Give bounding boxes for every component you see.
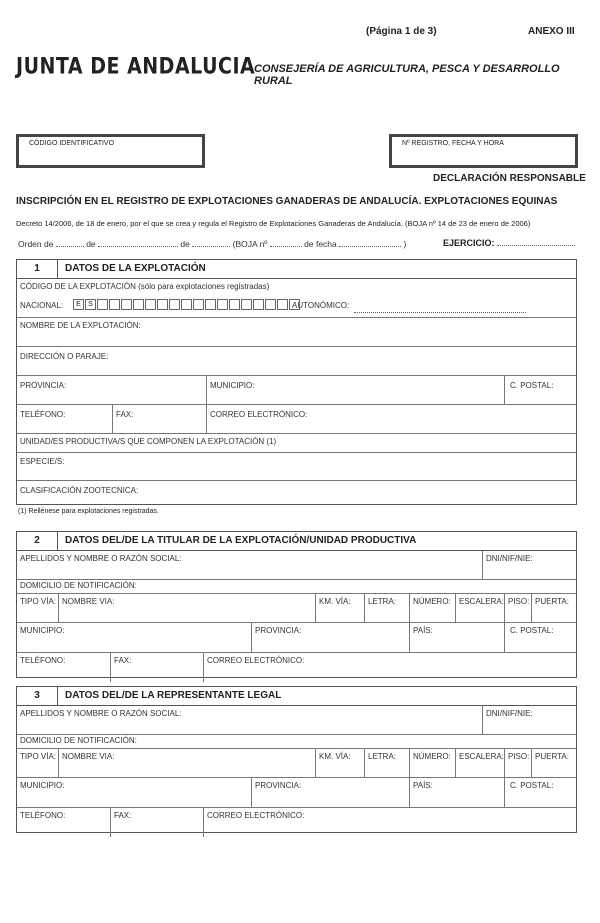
direccion-label: DIRECCIÓN O PARAJE: bbox=[20, 352, 109, 361]
cpostal-cell[interactable] bbox=[504, 376, 576, 404]
section-3-number: 3 bbox=[17, 687, 58, 705]
document-title: INSCRIPCIÓN EN EL REGISTRO DE EXPLOTACIONES GANADERAS DE ANDALUCÍA. EXPLOTACIONES EQUINAS bbox=[16, 196, 558, 207]
code-box-label: CÓDIGO IDENTIFICATIVO bbox=[29, 140, 115, 147]
code-digit[interactable] bbox=[169, 299, 180, 310]
code-digit[interactable] bbox=[277, 299, 288, 310]
letra-label: LETRA: bbox=[368, 752, 397, 761]
order-blank-5[interactable] bbox=[339, 237, 401, 247]
section-representante bbox=[16, 686, 577, 833]
especie-label: ESPECIE/S: bbox=[20, 457, 65, 466]
municipio-label[interactable]: MUNICIPIO: bbox=[20, 781, 65, 790]
municipio-row bbox=[17, 623, 576, 653]
telefono-row bbox=[17, 808, 576, 837]
code-digit[interactable] bbox=[109, 299, 120, 310]
order-close: ) bbox=[403, 239, 407, 249]
provincia-label: PROVINCIA: bbox=[255, 626, 302, 635]
section-1-header bbox=[17, 260, 576, 279]
code-digit[interactable] bbox=[121, 299, 132, 310]
direccion-row[interactable] bbox=[17, 347, 576, 376]
apellidos-row bbox=[17, 706, 576, 735]
telefono-label[interactable]: TELÉFONO: bbox=[20, 811, 66, 820]
telefono-row bbox=[17, 653, 576, 682]
fax-label: FAX: bbox=[114, 811, 132, 820]
junta-logo: JUNTA DE ANDALUCIA bbox=[16, 54, 256, 80]
ejercicio-field bbox=[443, 236, 575, 248]
apellidos-label[interactable]: APELLIDOS Y NOMBRE O RAZÓN SOCIAL: bbox=[20, 554, 182, 563]
cpostal-label: C. POSTAL: bbox=[510, 626, 554, 635]
section-2-header bbox=[17, 532, 576, 551]
correo-cell[interactable] bbox=[203, 808, 576, 837]
puerta-label: PUERTA: bbox=[535, 752, 569, 761]
provincia-label: PROVINCIA: bbox=[255, 781, 302, 790]
puerta-cell[interactable] bbox=[531, 594, 576, 622]
decree-text: Decreto 14/2006, de 18 de enero, por el que se crea y regula el Registro de Explotaciones Ganaderas de Andalucía. (BOJA nº 14 de 23 de enero de 2006) bbox=[16, 219, 531, 228]
letra-label: LETRA: bbox=[368, 597, 397, 606]
apellidos-row bbox=[17, 551, 576, 580]
nombre-row[interactable] bbox=[17, 318, 576, 347]
fax-label: FAX: bbox=[114, 656, 132, 665]
clasificacion-label: CLASIFICACIÓN ZOOTECNICA: bbox=[20, 486, 139, 495]
piso-label: PISO: bbox=[508, 597, 530, 606]
order-fecha: de fecha bbox=[304, 239, 337, 249]
code-digit[interactable] bbox=[265, 299, 276, 310]
section-2-title: DATOS DEL/DE LA TITULAR DE LA EXPLOTACIÓN/UNIDAD PRODUCTIVA bbox=[65, 535, 417, 546]
order-blank-2[interactable] bbox=[98, 237, 178, 247]
nombre-label: NOMBRE DE LA EXPLOTACIÓN: bbox=[20, 321, 141, 330]
annex-label: ANEXO III bbox=[528, 26, 575, 37]
via-row bbox=[17, 749, 576, 778]
cpostal-cell[interactable] bbox=[504, 778, 576, 807]
code-digit[interactable] bbox=[145, 299, 156, 310]
municipio-label[interactable]: MUNICIPIO: bbox=[20, 626, 65, 635]
telefono-row bbox=[17, 405, 576, 434]
page-number: (Página 1 de 3) bbox=[366, 26, 437, 37]
code-digit[interactable] bbox=[229, 299, 240, 310]
puerta-cell[interactable] bbox=[531, 749, 576, 777]
correo-cell[interactable] bbox=[203, 653, 576, 682]
cpostal-cell[interactable] bbox=[504, 623, 576, 652]
tipovia-label[interactable]: TIPO VÍA: bbox=[20, 752, 57, 761]
nacional-label: NACIONAL: bbox=[20, 301, 64, 310]
correo-cell[interactable] bbox=[206, 405, 576, 433]
code-digit[interactable] bbox=[253, 299, 264, 310]
code-row bbox=[17, 279, 576, 318]
code-digit[interactable] bbox=[157, 299, 168, 310]
via-row bbox=[17, 594, 576, 623]
order-label: Orden de bbox=[18, 239, 54, 249]
order-de-1: de bbox=[86, 239, 96, 249]
municipio-label: MUNICIPIO: bbox=[210, 381, 255, 390]
section-titular bbox=[16, 531, 577, 678]
municipio-row bbox=[17, 778, 576, 808]
nacional-code-boxes[interactable] bbox=[73, 296, 303, 310]
code-digit[interactable] bbox=[181, 299, 192, 310]
section-1-title: DATOS DE LA EXPLOTACIÓN bbox=[65, 263, 206, 274]
dni-cell[interactable] bbox=[482, 551, 576, 579]
dni-label: DNI/NIF/NIE: bbox=[486, 554, 533, 563]
code-digit[interactable] bbox=[193, 299, 204, 310]
ministry-name: CONSEJERÍA DE AGRICULTURA, PESCA Y DESARROLLO RURAL bbox=[254, 63, 560, 87]
telefono-label: TELÉFONO: bbox=[20, 410, 66, 419]
kmvia-label: KM. VÍA: bbox=[319, 597, 351, 606]
section-3-header bbox=[17, 687, 576, 706]
provincia-row bbox=[17, 376, 576, 405]
domicilio-label: DOMICILIO DE NOTIFICACIÓN: bbox=[20, 736, 137, 745]
dni-label: DNI/NIF/NIE: bbox=[486, 709, 533, 718]
escalera-label: ESCALERA: bbox=[459, 752, 504, 761]
order-de-2: de bbox=[180, 239, 190, 249]
nombrevia-label: NOMBRE VIA: bbox=[62, 597, 115, 606]
footnote: (1) Rellénese para explotaciones registradas. bbox=[18, 508, 159, 515]
correo-label: CORREO ELECTRÓNICO: bbox=[207, 811, 305, 820]
code-digit[interactable] bbox=[97, 299, 108, 310]
section-1-number: 1 bbox=[17, 260, 58, 278]
unidades-label: UNIDAD/ES PRODUCTIVA/S QUE COMPONEN LA EXPLOTACIÓN (1) bbox=[20, 437, 277, 446]
unidades-row bbox=[17, 434, 576, 453]
code-digit-s: S bbox=[85, 299, 96, 310]
piso-label: PISO: bbox=[508, 752, 530, 761]
section-2-number: 2 bbox=[17, 532, 58, 550]
section-3-title: DATOS DEL/DE LA REPRESENTANTE LEGAL bbox=[65, 690, 282, 701]
declaration-label: DECLARACIÓN RESPONSABLE bbox=[433, 173, 586, 184]
clasificacion-row[interactable] bbox=[17, 481, 576, 509]
ejercicio-blank[interactable] bbox=[497, 236, 575, 246]
section-explotacion bbox=[16, 259, 577, 505]
correo-label: CORREO ELECTRÓNICO: bbox=[207, 656, 305, 665]
registry-box[interactable] bbox=[389, 134, 578, 168]
nombrevia-label: NOMBRE VIA: bbox=[62, 752, 115, 761]
numero-label: NÚMERO: bbox=[413, 597, 451, 606]
cpostal-label: C. POSTAL: bbox=[510, 381, 554, 390]
code-digit[interactable] bbox=[133, 299, 144, 310]
correo-label: CORREO ELECTRÓNICO: bbox=[210, 410, 308, 419]
especie-row[interactable] bbox=[17, 453, 576, 481]
numero-label: NÚMERO: bbox=[413, 752, 451, 761]
puerta-label: PUERTA: bbox=[535, 597, 569, 606]
pais-label: PAÍS: bbox=[413, 626, 433, 635]
registry-box-label: Nº REGISTRO, FECHA Y HORA bbox=[402, 140, 504, 147]
cpostal-label: C. POSTAL: bbox=[510, 781, 554, 790]
pais-label: PAÍS: bbox=[413, 781, 433, 790]
domicilio-row bbox=[17, 580, 576, 594]
escalera-label: ESCALERA: bbox=[459, 597, 504, 606]
code-label: CÓDIGO DE LA EXPLOTACIÓN (sólo para explotaciones registradas) bbox=[20, 282, 270, 291]
order-blank-1[interactable] bbox=[56, 237, 84, 247]
telefono-label[interactable]: TELÉFONO: bbox=[20, 656, 66, 665]
code-box[interactable] bbox=[16, 134, 205, 168]
order-boja: (BOJA nº bbox=[232, 239, 268, 249]
code-digit[interactable] bbox=[241, 299, 252, 310]
apellidos-label[interactable]: APELLIDOS Y NOMBRE O RAZÓN SOCIAL: bbox=[20, 709, 182, 718]
order-blank-4[interactable] bbox=[270, 237, 302, 247]
order-blank-3[interactable] bbox=[192, 237, 230, 247]
domicilio-row bbox=[17, 735, 576, 749]
code-digit[interactable] bbox=[205, 299, 216, 310]
autonomico-label: AUTONÓMICO: bbox=[292, 301, 350, 310]
domicilio-label: DOMICILIO DE NOTIFICACIÓN: bbox=[20, 581, 137, 590]
code-digit-e: E bbox=[73, 299, 84, 310]
ejercicio-label: EJERCICIO: bbox=[443, 238, 495, 248]
code-digit[interactable] bbox=[217, 299, 228, 310]
autonomico-input[interactable] bbox=[354, 303, 526, 313]
kmvia-label: KM. VÍA: bbox=[319, 752, 351, 761]
dni-cell[interactable] bbox=[482, 706, 576, 734]
fax-label: FAX: bbox=[116, 410, 134, 419]
tipovia-label[interactable]: TIPO VÍA: bbox=[20, 597, 57, 606]
provincia-label: PROVINCIA: bbox=[20, 381, 67, 390]
